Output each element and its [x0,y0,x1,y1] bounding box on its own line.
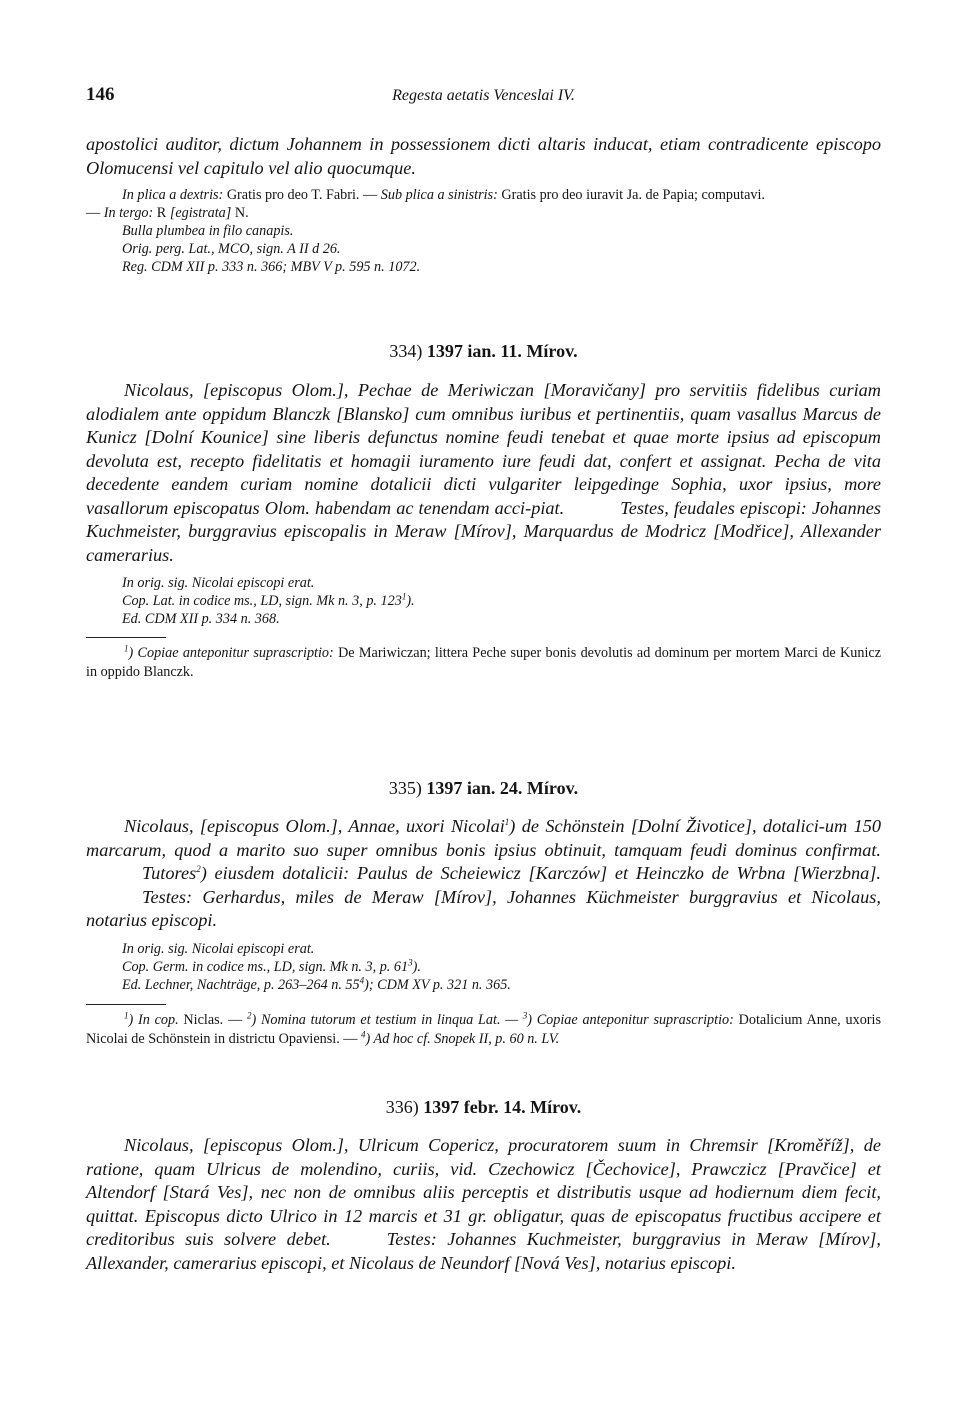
plica-sinistris-label: Sub plica a sinistris: [380,187,498,203]
entry-text [86,1134,881,1275]
footnote-2-marker: 2 [246,1009,252,1020]
footnote-1-text: Niclas. — [183,1011,243,1028]
entry-text [86,379,881,567]
edition-note: Ed. CDM XII p. 334 n. 368. [122,611,280,627]
bulla-note: Bulla plumbea in filo canapis. [122,223,294,239]
copy-note-sup: 1 [401,591,407,602]
regest-entry-335 [86,778,881,1049]
tergo-label: In tergo: [103,205,154,221]
entry-number: 335) [388,778,422,798]
plica-dextris-label: In plica a dextris: [122,187,224,203]
footnote-2-label: ) Nomina tutorum et testium in linqua Lat. — [251,1011,518,1028]
entry-body: Nicolaus, [episcopus Olom.], Ulricum Copericz, procuratorem suum in Chremsir [Kroměříž], de ratione, quam Ulricus de molendino, curiis, vid. Czechowicz [Čechovice], Prawczicz [Pravčice] et Altendorf [Stará Ves], nec non de omnibus aliis perceptis et distributis usque ad hodiernum diem fecit, quittat. Episcopus dicto Ulrico in 12 marcis et 31 gr. obligatur, quas de episcopatus fructibus accipere et creditoribus suis solvere debet. [86,1135,881,1249]
entry-text [86,815,881,933]
copy-note [86,958,881,976]
document-page [86,0,881,1408]
entry-body: Nicolaus, [episcopus Olom.], Pechae de Meriwiczan [Moravičany] pro servitiis fidelibus curiam alodialem ante oppidum Blanczk [Blansko] cum omnibus iuribus et pertinentiis, quam vasallus Marcus de Kunicz [Dolní Kounice] sine liberis defunctus nomine feudi tenebat et quae morte ipsius ad episcopum devoluta est, recepto fidelitatis et homagii iuramento iure feudi dat, confert et assignat. Pecha de vita decedente eandem curiam nomine dotalicii dicti vulgariter leipgedinge Sophia, uxor ipsius, more vasallorum episcopatus Olom. habendam ac tenendam acci-piat. [86,380,881,518]
seal-note: In orig. sig. Nicolai episcopi erat. [122,575,315,591]
page-number: 146 [86,84,115,105]
entry-heading [86,1097,881,1118]
plica-dextris-text: Gratis pro deo T. Fabri. — [226,187,378,203]
edition-note-post: ); CDM XV p. 321 n. 365. [364,976,511,993]
footnote-1-label: ) In cop. [128,1011,179,1028]
footnote-3-marker: 3 [522,1009,528,1020]
entry-testes: Testes, feudales episcopi: Johannes Kuchmeister, burggravius episcopalis in Meraw [Mírov], Marquardus de Modricz [Modřice], Allexander camerarius. [86,497,881,565]
entry-date: 1397 febr. 14. Mírov. [423,1097,582,1117]
plica-note [86,186,881,222]
footnote-3-label: ) Copiae anteponitur suprascriptio: [527,1011,734,1028]
entry-heading [86,341,881,362]
regest-entry-336 [86,1097,881,1275]
tergo-egistrata: [egistrata] [169,205,232,221]
footnote [86,644,881,682]
footnote-rule [86,637,166,638]
orig-note: Orig. perg. Lat., MCO, sign. A II d 26. [122,241,341,257]
running-head [86,84,881,108]
running-title: Regesta aetatis Venceslai IV. [392,87,575,104]
footnote-text: De Mariwiczan; littera Peche super bonis devolutis ad dominum per mortem Marci de Kunicz in oppido Blanczk. [86,645,882,680]
entry-body-c: Tutores [142,863,197,883]
copy-note-post: ). [412,958,421,975]
entry-body-a: Nicolaus, [episcopus Olom.], Annae, uxori Nicolai [124,816,505,836]
seal-note: In orig. sig. Nicolai episcopi erat. [122,940,315,957]
entry-testes: Testes: Johannes Kuchmeister, burggravius in Meraw [Mírov], Allexander, camerarius episcopi, et Nicolaus de Neundorf [Nová Ves], notarius episcopi. [86,1229,881,1273]
tergo-n: N. [234,205,249,221]
footnote-marker: 1 [124,643,129,654]
entry-date: 1397 ian. 24. Mírov. [426,778,579,798]
edition-note [86,976,881,994]
edition-note-sup: 4 [359,974,365,985]
continuation-text: apostolici auditor, dictum Johannem in possessionem dicti altaris inducat, etiam contradicente episcopo Olomucensi vel capitulo vel alio quocumque. [86,134,881,178]
entry-testes: Testes: Gerhardus, miles de Meraw [Mírov], Johannes Küchmeister burggravius et Nicolaus, notarius episcopi. [86,886,881,930]
footnote-4-marker: 4 [361,1028,366,1039]
copy-note-text: Cop. Lat. in codice ms., LD, sign. Mk n. 3, p. 123 [122,593,402,609]
footnote-4-label: ) Ad hoc cf. Snopek II, p. 60 n. LV. [365,1030,560,1047]
regest-entry-334 [86,341,881,682]
footnote-label: ) Copiae anteponitur suprascriptio: [128,645,334,661]
copy-note-post: ). [406,593,415,609]
entry-number: 334) [389,341,423,361]
reg-note: Reg. CDM XII p. 333 n. 366; MBV V p. 595 n. 1072. [122,259,421,275]
entry-body-d: ) eiusdem dotalicii: Paulus de Scheiewicz [Karczów] et Heinczko de Wrbna [Wierzbna]. [200,863,881,883]
footnote-rule [86,1004,166,1005]
entry-heading [86,778,881,799]
footnote-3-text: Dotalicium Anne, uxoris Nicolai de Schönstein in districtu Opaviensi. — [86,1011,881,1047]
entry-body-b: ) de Schönstein [Dolní Životice], dotalici-um 150 marcarum, quod a marito suo super omnibus bonis ipsius obtinuit, tamquam feudi dominus confirmat. [86,816,881,860]
copy-note-text: Cop. Germ. in codice ms., LD, sign. Mk n. 3, p. 61 [122,958,409,975]
entry-sup-1: 1 [504,816,510,827]
entry-date: 1397 ian. 11. Mírov. [426,341,578,361]
continuation-block [86,133,881,276]
tergo-dash: — [86,205,101,221]
plica-sinistris-text: Gratis pro deo iuravit Ja. de Papia; computavi. [501,187,765,203]
footnote-1-marker: 1 [124,1009,129,1020]
copy-note [86,592,881,610]
copy-note-sup: 3 [408,956,413,967]
tergo-r: R [156,205,167,221]
footnotes [86,1011,881,1049]
entry-sup-2: 2 [196,863,201,874]
edition-note-text: Ed. Lechner, Nachträge, p. 263–264 n. 55 [122,976,360,993]
entry-number: 336) [385,1097,419,1117]
